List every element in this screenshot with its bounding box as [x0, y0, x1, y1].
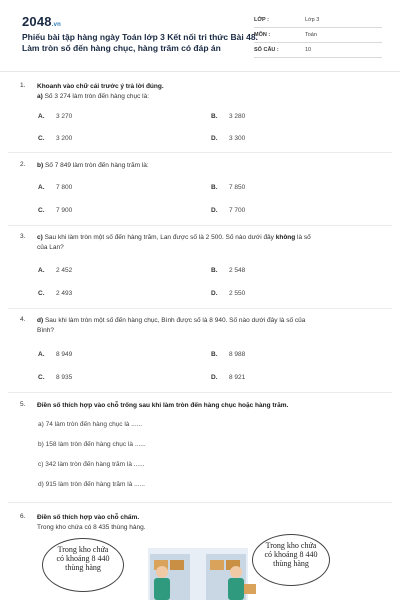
option-letter: A.	[38, 351, 45, 358]
bubble-line: Trong kho chứa	[57, 545, 109, 554]
option-a[interactable]	[38, 113, 72, 120]
worksheet-title-line1: Phiếu bài tập hàng ngày Toán lớp 3 Kết nối tri thức Bài 48.	[22, 32, 258, 42]
question-number: 4.	[20, 316, 26, 323]
option-value: 2 548	[229, 267, 246, 274]
question-number: 2.	[20, 161, 26, 168]
question-number: 1.	[20, 82, 26, 89]
question-prompt	[37, 233, 382, 253]
part-label: d)	[37, 317, 44, 324]
question-prompt	[37, 92, 382, 102]
option-value: 7 800	[56, 184, 73, 191]
question-number: 6.	[20, 513, 26, 520]
question-instruction: Điền số thích hợp vào chỗ chấm.	[37, 514, 140, 521]
question-separator	[8, 502, 392, 503]
question-prompt	[37, 161, 382, 171]
option-letter: C.	[38, 290, 45, 297]
option-value: 3 280	[229, 113, 246, 120]
meta-value: Lớp 3	[305, 17, 320, 23]
logo-suffix: .vn	[51, 22, 62, 28]
part-label: c)	[37, 234, 43, 241]
meta-info	[254, 14, 382, 59]
option-value: 2 452	[56, 267, 73, 274]
option-b[interactable]	[211, 267, 245, 274]
fill-item[interactable]: b) 158 làm tròn đến hàng chục là ......	[38, 441, 146, 448]
meta-row-subject	[254, 29, 382, 43]
question-instruction: Điền số thích hợp vào chỗ trống sau khi làm tròn đến hàng chục hoặc hàng trăm.	[37, 402, 289, 409]
option-letter: A.	[38, 113, 45, 120]
worker-left-head	[156, 566, 168, 578]
option-letter: B.	[211, 184, 218, 191]
bubble-line: có khoảng 8 440	[56, 554, 110, 563]
option-letter: D.	[211, 135, 218, 142]
option-b[interactable]	[211, 184, 245, 191]
prompt-text: Số 7 849 làm tròn đến hàng trăm là:	[44, 162, 149, 169]
speech-bubble-left	[42, 538, 124, 592]
box	[170, 560, 184, 570]
option-value: 3 200	[56, 135, 73, 142]
box	[210, 560, 224, 570]
part-label: b)	[37, 162, 44, 169]
option-d[interactable]	[211, 374, 245, 381]
bubble-line: thùng hàng	[65, 563, 101, 572]
question-separator	[8, 392, 392, 393]
option-c[interactable]	[38, 374, 72, 381]
option-value: 2 550	[229, 290, 246, 297]
prompt-emphasis: không	[275, 234, 296, 241]
question-prompt	[37, 316, 382, 336]
prompt-line-2: của Lan?	[37, 244, 64, 251]
site-logo[interactable]	[22, 14, 61, 29]
option-letter: A.	[38, 184, 45, 191]
option-value: 7 850	[229, 184, 246, 191]
option-value: 8 921	[229, 374, 246, 381]
box-carried	[244, 584, 256, 594]
prompt-text: Số 3 274 làm tròn đến hàng chục là:	[44, 93, 150, 100]
option-a[interactable]	[38, 351, 72, 358]
logo-text: 2048	[22, 14, 52, 29]
option-c[interactable]	[38, 290, 72, 297]
worker-left-body	[154, 578, 170, 600]
meta-label: MÔN :	[254, 32, 271, 38]
option-value: 8 949	[56, 351, 73, 358]
fill-item[interactable]: d) 915 làm tròn đến hàng trăm là ......	[38, 481, 145, 488]
header-divider	[0, 71, 400, 72]
option-letter: D.	[211, 207, 218, 214]
prompt-line-1	[37, 316, 382, 326]
meta-value: 10	[305, 47, 312, 53]
worksheet-title-line2: Làm tròn số đến hàng chục, hàng trăm có đáp án	[22, 43, 221, 53]
option-value: 2 493	[56, 290, 73, 297]
option-b[interactable]	[211, 351, 245, 358]
option-a[interactable]	[38, 267, 72, 274]
option-letter: A.	[38, 267, 45, 274]
option-letter: C.	[38, 207, 45, 214]
question-separator	[8, 308, 392, 309]
fill-item[interactable]: a) 74 làm tròn đến hàng chục là ......	[38, 421, 143, 428]
option-value: 3 270	[56, 113, 73, 120]
option-value: 8 935	[56, 374, 73, 381]
prompt-line-1	[37, 233, 382, 243]
option-a[interactable]	[38, 184, 72, 191]
prompt-text: Sau khi làm tròn một số đến hàng trăm, Lan được số là 2 500. Số nào dưới đây	[44, 234, 274, 241]
option-c[interactable]	[38, 207, 72, 214]
bubble-line: thùng hàng	[273, 559, 309, 568]
speech-bubble-right	[252, 534, 330, 586]
warehouse-illustration	[30, 540, 370, 600]
option-value: 8 988	[229, 351, 246, 358]
option-value: 7 700	[229, 207, 246, 214]
worksheet-header	[22, 14, 382, 68]
question-separator	[8, 225, 392, 226]
option-letter: B.	[211, 267, 218, 274]
part-label: a)	[37, 93, 43, 100]
option-d[interactable]	[211, 135, 245, 142]
option-b[interactable]	[211, 113, 245, 120]
option-value: 7 900	[56, 207, 73, 214]
prompt-line-2: Bình?	[37, 327, 54, 334]
question-number: 5.	[20, 401, 26, 408]
option-c[interactable]	[38, 135, 72, 142]
worker-right-head	[230, 566, 242, 578]
question-separator	[8, 152, 392, 153]
option-d[interactable]	[211, 290, 245, 297]
question-text	[37, 513, 382, 533]
question-instruction: Khoanh vào chữ cái trước ý trả lời đúng.	[37, 83, 164, 90]
question-prompt: Trong kho chứa có 8 435 thùng hàng.	[37, 524, 146, 531]
option-letter: C.	[38, 135, 45, 142]
option-letter: D.	[211, 290, 218, 297]
meta-value: Toán	[305, 32, 317, 38]
option-letter: C.	[38, 374, 45, 381]
fill-item[interactable]: c) 342 làm tròn đến hàng trăm là ......	[38, 461, 145, 468]
prompt-text: Sau khi làm tròn một số đến hàng chục, Bình được số là 8 940. Số nào dưới đây là số của	[44, 317, 306, 324]
option-letter: D.	[211, 374, 218, 381]
option-d[interactable]	[211, 207, 245, 214]
meta-row-grade	[254, 14, 382, 28]
option-letter: B.	[211, 351, 218, 358]
bubble-line: có khoảng 8 440	[264, 550, 318, 559]
prompt-text-after: là số	[297, 234, 311, 241]
meta-label: LỚP :	[254, 17, 269, 23]
meta-row-count	[254, 44, 382, 58]
option-letter: B.	[211, 113, 218, 120]
question-number: 3.	[20, 233, 26, 240]
meta-label: SỐ CÂU :	[254, 47, 279, 53]
worker-right-body	[228, 578, 244, 600]
question-text	[37, 82, 382, 102]
bubble-line: Trong kho chứa	[265, 541, 317, 550]
option-value: 3 300	[229, 135, 246, 142]
